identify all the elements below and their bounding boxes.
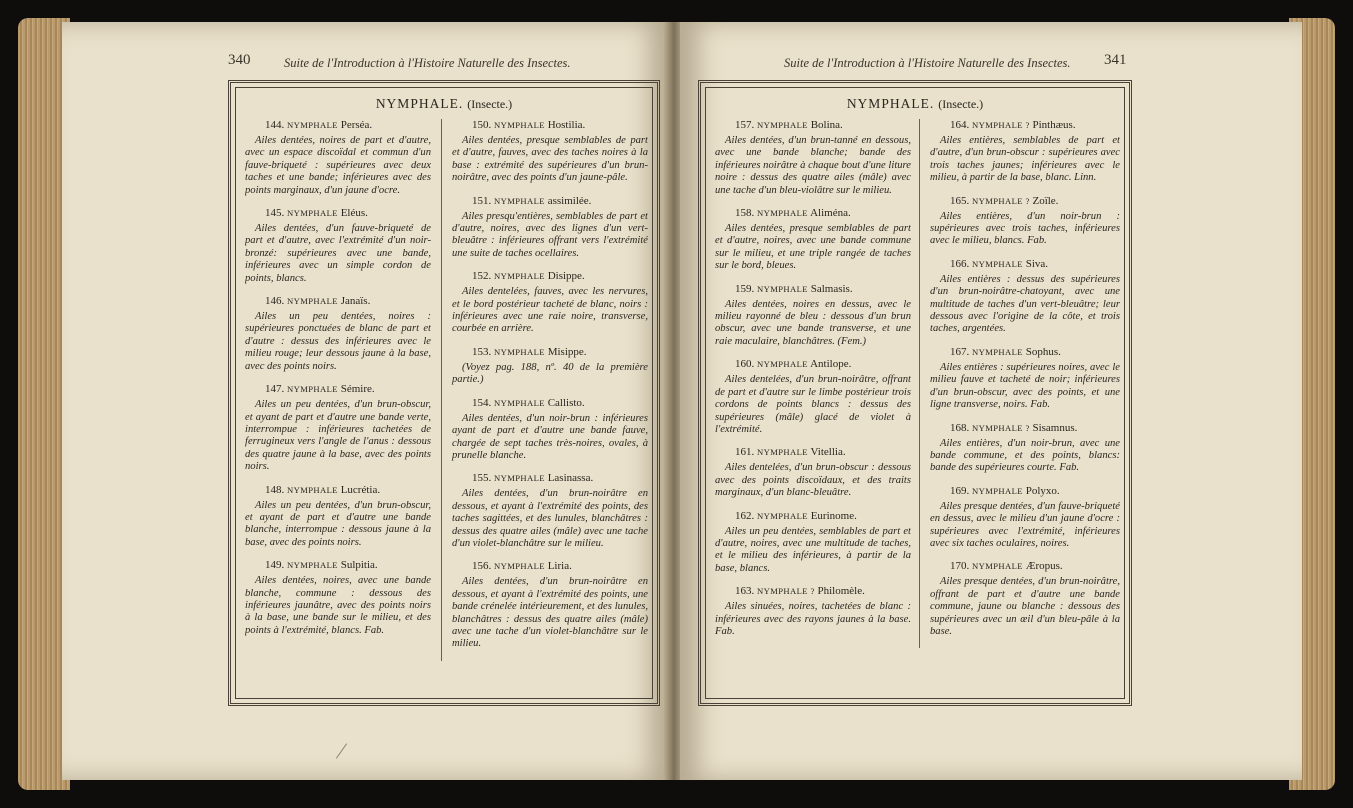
species-name: Misippe.	[544, 345, 587, 358]
species-description: Ailes presque dentées, d'un fauve-briqueté en dessus, avec le milieu d'un jaune d'ocre : supérieures avec l'extrémité, inférieures avec six taches oculaires, noires.	[930, 500, 1120, 549]
species-number: 166.	[950, 257, 972, 270]
text-column	[245, 119, 431, 647]
right-page	[680, 22, 1302, 780]
species-entry	[930, 258, 1120, 336]
species-entry	[715, 119, 911, 197]
genus-name: NYMPHALE	[757, 208, 808, 219]
species-entry	[245, 207, 431, 285]
species-name: Zoïle.	[1029, 194, 1059, 207]
species-number: 169.	[950, 484, 972, 497]
species-entry	[245, 484, 431, 550]
species-entry	[930, 422, 1120, 475]
species-heading	[950, 119, 1120, 131]
species-entry	[715, 358, 911, 436]
genus-name: NYMPHALE ?	[972, 422, 1030, 433]
species-name: Vitellia.	[807, 446, 846, 459]
species-name: Lasinassa.	[544, 472, 594, 485]
species-entry	[930, 346, 1120, 412]
species-name: Eurinome.	[807, 509, 857, 522]
genus-name: NYMPHALE	[972, 258, 1023, 269]
species-entry	[715, 585, 911, 638]
species-heading	[735, 446, 911, 458]
genus-name: NYMPHALE	[494, 271, 545, 282]
species-description: Ailes dentées, noires de part et d'autre, avec un espace discoïdal et commun d'un fauve-briqueté : supérieures avec deux taches et une bande; inférieures avec des points marginaux, d'un jaune d'ocre.	[245, 135, 431, 196]
species-name: Bolina.	[807, 119, 843, 131]
species-number: 150.	[472, 119, 494, 131]
genus-name: NYMPHALE	[494, 346, 545, 357]
species-number: 154.	[472, 396, 494, 409]
species-number: 164.	[950, 119, 972, 131]
species-entry	[245, 383, 431, 473]
species-number: 162.	[735, 509, 757, 522]
species-heading	[735, 510, 911, 522]
species-name: Eléus.	[337, 207, 368, 220]
species-number: 167.	[950, 345, 972, 358]
species-heading	[735, 585, 911, 597]
species-entry	[452, 397, 648, 463]
species-name: Liria.	[544, 560, 572, 573]
species-name: assimilée.	[544, 194, 592, 207]
species-heading	[950, 258, 1120, 270]
species-entry	[452, 472, 648, 550]
pencil-mark	[336, 743, 347, 758]
species-name: Disippe.	[544, 270, 585, 283]
page-number: 340	[228, 52, 251, 68]
species-heading	[950, 485, 1120, 497]
species-name: Janaïs.	[337, 295, 371, 308]
species-name: Polyxo.	[1022, 484, 1060, 497]
species-description: Ailes dentées, d'un fauve-briqueté de part et d'autre, avec l'extrémité d'un noir-bronzé: supérieures avec une bande, inférieures avec un simple cordon de points, blancs.	[245, 223, 431, 284]
species-heading	[265, 295, 431, 307]
species-heading	[472, 119, 648, 131]
text-column	[919, 119, 1120, 648]
species-description: Ailes dentées, noires, avec une bande blanche, commune : dessous des inférieures jaunâtre, avec des points noirs à la base, une bande sur le milieu, et des points à l'extrémité, blancs. Fab.	[245, 575, 431, 636]
species-name: Perséa.	[337, 119, 373, 131]
species-number: 146.	[265, 295, 287, 308]
plate-title: NYMPHALE. (Insecte.)	[846, 96, 984, 111]
species-heading	[950, 346, 1120, 358]
species-heading	[265, 207, 431, 219]
species-name: Siva.	[1022, 257, 1049, 270]
genus-name: NYMPHALE ?	[757, 586, 815, 597]
genus-name: NYMPHALE	[972, 346, 1023, 357]
species-heading	[472, 195, 648, 207]
species-description: Ailes presque dentées, d'un brun-noirâtre, offrant de part et d'autre une bande commune, jaune ou blanche : dessous des supérieures avec un œil d'un bleu-pâle à la base.	[930, 576, 1120, 637]
species-number: 165.	[950, 194, 972, 207]
species-description: Ailes entières : supérieures noires, avec le milieu fauve et tacheté de noir; inférieures d'un brun-obscur, avec des points, et une ligne transverse, noirs. Fab.	[930, 361, 1120, 411]
species-number: 152.	[472, 270, 494, 283]
species-entry	[452, 119, 648, 185]
species-number: 160.	[735, 358, 757, 371]
species-entry	[715, 510, 911, 576]
species-entry	[452, 270, 648, 336]
plate-frame	[698, 80, 1132, 706]
plate-title: NYMPHALE. (Insecte.)	[375, 96, 513, 111]
species-entry	[245, 295, 431, 373]
species-name: Hostilia.	[544, 119, 586, 131]
genus-name: NYMPHALE	[287, 120, 338, 130]
species-heading	[472, 270, 648, 282]
species-name: Sophus.	[1022, 345, 1061, 358]
species-name: Salmasis.	[807, 282, 853, 295]
species-entry	[930, 195, 1120, 248]
species-description: (Voyez pag. 188, nº. 40 de la première partie.)	[452, 361, 648, 386]
species-name: Aliména.	[807, 207, 851, 220]
species-description: Ailes dentées, d'un brun-noirâtre en dessous, et ayant à l'extrémité des points, des taches sagittées, et des lunules, blanchâtres : dessus des quatre ailes (mâle) avec une tache d'un violet-blanchâtre sur le milieu.	[452, 488, 648, 549]
species-heading	[950, 195, 1120, 207]
species-number: 168.	[950, 421, 972, 434]
species-name: Sisamnus.	[1029, 421, 1078, 434]
species-description: Ailes un peu dentées, d'un brun-obscur, et ayant de part et d'autre une bande blanche, interrompue : dessous jaune à la base, avec des points noirs.	[245, 499, 431, 548]
species-description: Ailes sinuées, noires, tachetées de blanc : inférieures avec des rayons jaunes à la base. Fab.	[715, 601, 911, 637]
genus-name: NYMPHALE	[757, 447, 808, 458]
species-number: 159.	[735, 282, 757, 295]
species-description: Ailes presqu'entières, semblables de part et d'autre, noires, avec des lignes d'un vert-bleuâtre : inférieures offrant vers l'extrémité une suite de taches ocellaires.	[452, 210, 648, 259]
genus-name: NYMPHALE	[757, 359, 808, 370]
species-description: Ailes un peu dentées, d'un brun-obscur, et ayant de part et d'autre une bande verte, interrompue : inférieures tachetées de ferrugineux vers l'angle de l'anus : dessous des quatre jaune à la base, avec des points noirs.	[245, 399, 431, 473]
plate-frame	[228, 80, 660, 706]
species-number: 161.	[735, 446, 757, 459]
species-description: Ailes entières : dessus des supérieures d'un brun-noirâtre-chatoyant, avec une multitude de taches d'un vert-bleuâtre; leur dessous avec l'origine de la côte, et trois taches, argentées.	[930, 273, 1120, 335]
species-heading	[735, 283, 911, 295]
species-entry	[452, 560, 648, 650]
species-entry	[930, 560, 1120, 638]
page-number: 341	[1104, 52, 1127, 68]
species-description: Ailes dentées, d'un brun-noirâtre en dessous, et ayant à l'extrémité des points, une bande crénelée intérieurement, et des lunules, blanchâtres : dessus des quatre ailes (mâle) avec une tache d'un violet-blanchâtre sur le milieu.	[452, 576, 648, 650]
species-heading	[735, 207, 911, 219]
species-heading	[472, 346, 648, 358]
genus-name: NYMPHALE	[757, 283, 808, 294]
species-description: Ailes un peu dentées, noires : supérieures ponctuées de blanc de part et d'autre : dessus des inférieures avec le milieu rouge; leur dessous jaune à la base, avec des points noirs.	[245, 311, 431, 372]
species-number: 151.	[472, 194, 494, 207]
species-heading	[265, 383, 431, 395]
species-name: Callisto.	[544, 396, 585, 409]
species-description: Ailes entières, semblables de part et d'autre, d'un brun-obscur : supérieures avec trois taches jaunes; inférieures avec le milieu, à partir de la base, blanc. Linn.	[930, 135, 1120, 184]
species-heading	[265, 559, 431, 571]
genus-name: NYMPHALE ?	[972, 195, 1030, 206]
species-entry	[715, 207, 911, 273]
species-entry	[452, 346, 648, 387]
species-number: 145.	[265, 207, 287, 220]
species-entry	[930, 485, 1120, 551]
species-description: Ailes entières, d'un noir-brun, avec une bande commune, et des points, blancs: bande des supérieures courte. Fab.	[930, 437, 1120, 474]
species-heading	[735, 358, 911, 370]
species-description: Ailes un peu dentées, semblables de part et d'autre, noires, avec une multitude de taches, et le milieu des inférieures, à partir de la base, blancs.	[715, 525, 911, 574]
species-number: 163.	[735, 585, 757, 598]
running-head: Suite de l'Introduction à l'Histoire Naturelle des Insectes.	[284, 56, 571, 70]
species-description: Ailes dentées, noires en dessus, avec le milieu rayonné de bleu : dessous d'un brun obscur, avec une bande transverse, et une raie maculaire, blanchâtres. (Fem.)	[715, 298, 911, 347]
species-name: Lucrétia.	[337, 483, 381, 496]
genus-name: NYMPHALE	[494, 397, 545, 408]
species-description: Ailes dentelées, d'un brun-obscur : dessous avec des points discoïdaux, et des traits marginaux, d'un blanc-bleuâtre.	[715, 462, 911, 499]
left-page	[62, 22, 668, 780]
genus-name: NYMPHALE	[972, 561, 1023, 572]
species-entry	[715, 446, 911, 499]
genus-name: NYMPHALE	[287, 296, 338, 307]
genus-name: NYMPHALE	[494, 120, 545, 130]
species-entry	[930, 119, 1120, 185]
genus-name: NYMPHALE	[494, 195, 545, 206]
genus-name: NYMPHALE	[287, 560, 338, 571]
species-name: Philomèle.	[814, 585, 865, 598]
species-heading	[472, 472, 648, 484]
species-description: Ailes dentées, d'un brun-tanné en dessous, avec une bande blanche; bande des inférieures noirâtre à chaque bout d'une liture noire : dessus des quatre ailes (mâle) avec une tache d'un bleu-violâtre sur le milieu.	[715, 135, 911, 196]
species-name: Sémire.	[337, 383, 375, 396]
species-number: 148.	[265, 483, 287, 496]
genus-name: NYMPHALE	[757, 510, 808, 521]
species-number: 156.	[472, 560, 494, 573]
species-heading	[472, 397, 648, 409]
genus-name: NYMPHALE	[972, 485, 1023, 496]
genus-name: NYMPHALE	[287, 384, 338, 395]
genus-name: NYMPHALE	[287, 208, 338, 219]
species-name: Æropus.	[1022, 560, 1063, 573]
species-number: 147.	[265, 383, 287, 396]
species-description: Ailes dentées, presque semblables de part et d'autre, noires, avec une bande commune sur le milieu, et une triple rangée de taches sur le bord, bleues.	[715, 223, 911, 272]
species-entry	[715, 283, 911, 349]
species-name: Antilope.	[807, 358, 852, 371]
genus-name: NYMPHALE	[287, 484, 338, 495]
species-name: Pinthæus.	[1029, 119, 1076, 131]
species-heading	[950, 422, 1120, 434]
species-description: Ailes entières, d'un noir-brun : supérieures avec trois taches, inférieures avec le milieu, blancs. Fab.	[930, 210, 1120, 247]
species-number: 149.	[265, 559, 287, 572]
text-column	[441, 119, 648, 661]
species-name: Sulpitia.	[337, 559, 378, 572]
species-entry	[245, 559, 431, 637]
genus-name: NYMPHALE	[757, 120, 808, 130]
species-entry	[245, 119, 431, 197]
species-heading	[265, 484, 431, 496]
species-number: 170.	[950, 560, 972, 573]
species-number: 153.	[472, 345, 494, 358]
species-number: 157.	[735, 119, 757, 131]
species-heading	[950, 560, 1120, 572]
species-description: Ailes dentées, presque semblables de part et d'autre, fauves, avec des taches noires à la base : extrémité des supérieures d'un brun-noirâtre, avec des points d'un jaune-pâle.	[452, 135, 648, 184]
text-column	[715, 119, 911, 648]
species-description: Ailes dentelées, d'un brun-noirâtre, offrant de part et d'autre sur le limbe postérieur trois cordons de points blancs : dessus des supérieures (mâle) glacé de violet à l'extrémité.	[715, 374, 911, 435]
genus-name: NYMPHALE ?	[972, 120, 1030, 130]
species-heading	[265, 119, 431, 131]
species-entry	[452, 195, 648, 261]
species-heading	[735, 119, 911, 131]
species-description: Ailes dentées, d'un noir-brun : inférieures ayant de part et d'autre une bande fauve, chargée de sept taches très-noires, ovales, à prunelle blanche.	[452, 412, 648, 461]
genus-name: NYMPHALE	[494, 473, 545, 484]
species-number: 144.	[265, 119, 287, 131]
species-heading	[472, 560, 648, 572]
running-head: Suite de l'Introduction à l'Histoire Naturelle des Insectes.	[784, 56, 1071, 70]
genus-name: NYMPHALE	[494, 561, 545, 572]
species-number: 155.	[472, 472, 494, 485]
species-number: 158.	[735, 207, 757, 220]
species-description: Ailes dentelées, fauves, avec les nervures, et le bord postérieur tacheté de blanc, noirs : inférieures avec une raie noire, transverse, courbée en arrière.	[452, 286, 648, 335]
